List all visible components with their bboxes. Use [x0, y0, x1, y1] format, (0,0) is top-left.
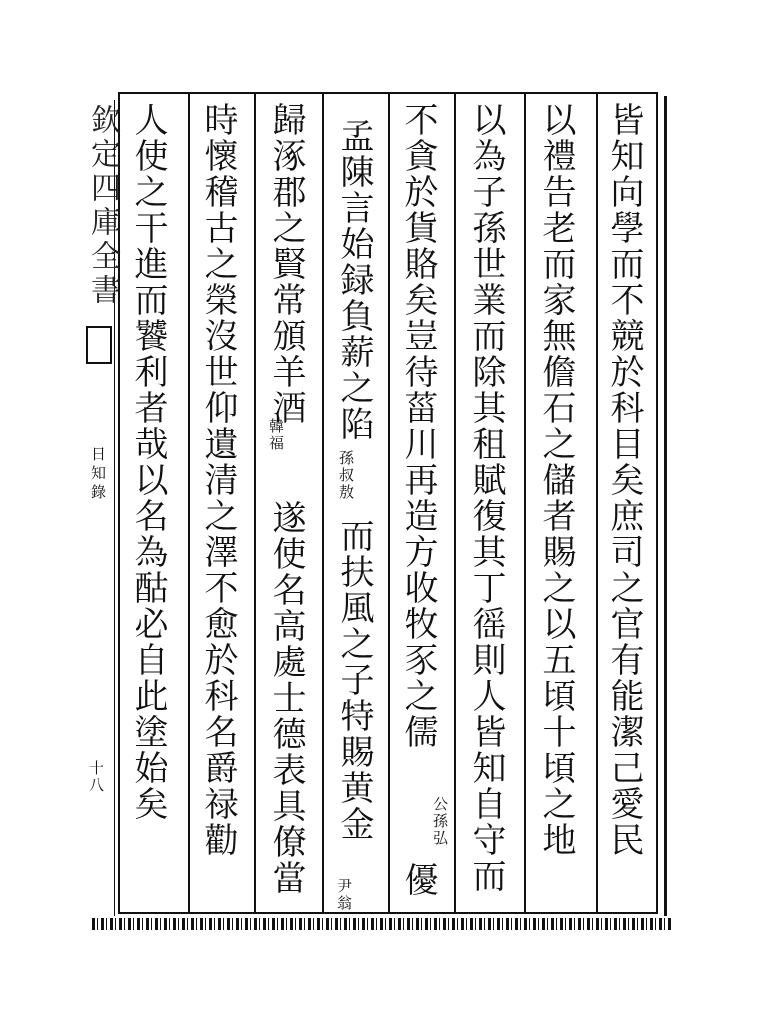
text-column-3: 以為子孫世業而除其租賦復其丁徭則人皆知自守而 [466, 102, 506, 894]
column-rule [388, 94, 390, 912]
column-rule [596, 94, 598, 912]
section-label: 日知錄 [89, 446, 107, 503]
page-number: 十八 [87, 760, 105, 794]
note-sun-shu-ao: 孫叔敖 [337, 450, 355, 501]
text-column-9: 時懷稽古之榮沒世仰遺清之澤不愈於科名爵禄勸 [198, 102, 238, 858]
note-han-fu: 韓福 [267, 418, 285, 452]
text-column-4: 不貪於貨賂矣豈待菑川再造方收牧豕之儒 [398, 102, 438, 750]
text-column-2: 以禮告老而家無儋石之儲者賜之以五頃十頃之地 [536, 102, 576, 858]
bottom-border [92, 918, 672, 930]
note-bao: 優 [398, 862, 438, 898]
note-gongsun-hong: 公孫弘 [431, 796, 449, 847]
text-column-1: 皆知向學而不競於科目矣庶司之官有能潔己愛民 [604, 102, 644, 858]
gutter-box [86, 326, 112, 364]
text-column-8: 遂使名高處士德表具僚當 [266, 500, 306, 896]
text-column-10: 人使之干進而饕利者哉以名為酤必自此塗始矣 [128, 102, 168, 822]
book-title: 欽定四庫全書 [85, 104, 120, 308]
column-rule [188, 94, 190, 912]
column-rule [254, 94, 256, 912]
text-column-6: 而扶風之子特賜黄金 [334, 518, 374, 842]
column-rule [322, 94, 324, 912]
text-column-5: 孟陳言始録負薪之陷 [334, 118, 374, 442]
note-yin-weng: 尹翁 [335, 878, 353, 912]
column-rule [454, 94, 456, 912]
column-rule [524, 94, 526, 912]
outer-right-rule [664, 96, 667, 916]
text-column-7: 歸涿郡之賢常頒羊酒 [266, 102, 306, 426]
